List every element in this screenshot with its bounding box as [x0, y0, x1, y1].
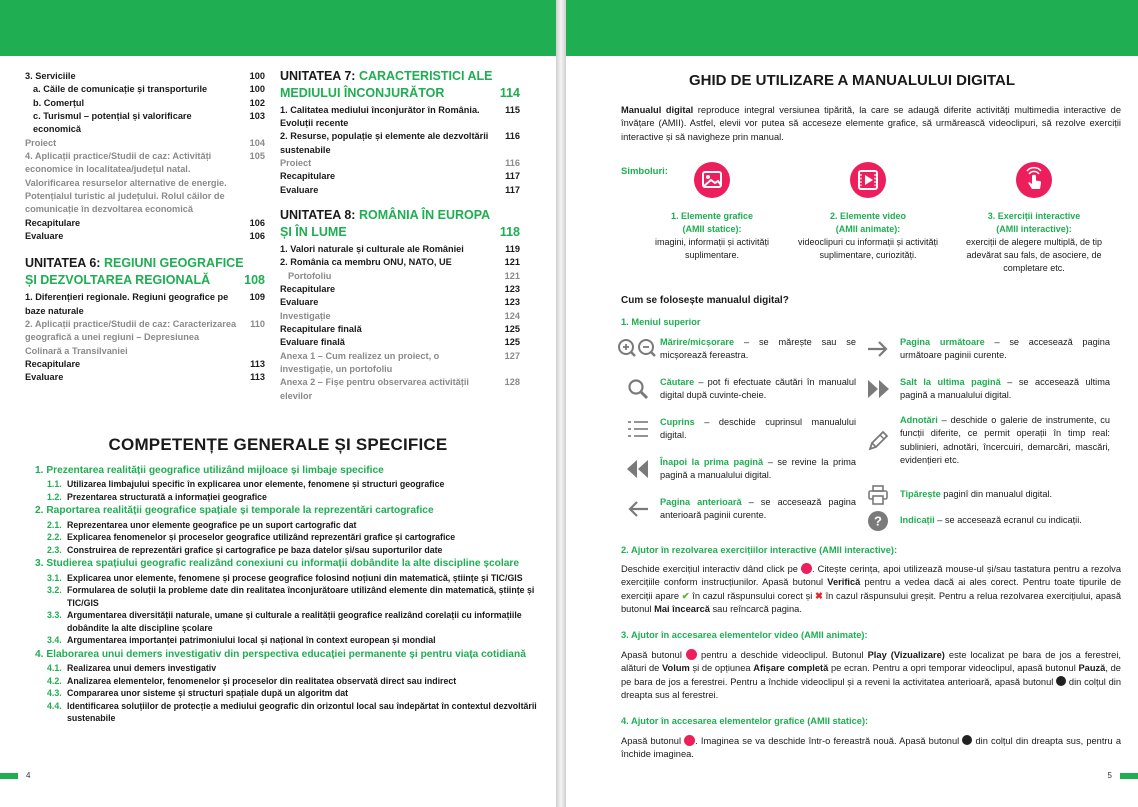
- toc-entry[interactable]: [280, 323, 520, 336]
- toc-entry-page: 125: [504, 323, 520, 334]
- symbol-interactive: 3. Exerciții interactive (AMII interactive): exerciții de alegere multiplă, de tip adevărat sau fals, de asociere, de completare etc.: [954, 162, 1114, 275]
- toc-entry-title: Recapitulare: [25, 358, 81, 369]
- competence-text: Analizarea elementelor, fenomenelor și proceselor din realitatea observată direct sau indirect: [67, 675, 457, 686]
- toc-entry[interactable]: [25, 291, 265, 318]
- arrow-left-icon[interactable]: [616, 494, 660, 524]
- unit-6-page: 108: [244, 273, 265, 288]
- right-footer: [1108, 771, 1138, 780]
- competence-code: 4.3.: [47, 688, 62, 699]
- touch-icon[interactable]: [1016, 162, 1052, 198]
- general-competence: 1. Prezentarea realității geografice utilizând mijloace și limbaje specifice: [35, 465, 384, 476]
- toc-entry-page: 106: [249, 217, 265, 228]
- toc-entry[interactable]: [280, 256, 520, 269]
- competence-text: Formularea de soluții la probleme date din realitatea înconjurătoare utilizând elemente din matematică, științe și TIC/GIS: [67, 585, 535, 608]
- toc-entry-title: Evaluare: [25, 372, 64, 383]
- competence-code: 1.2.: [47, 491, 62, 502]
- pencil-icon[interactable]: [856, 426, 900, 456]
- unit-8-page: 118: [499, 225, 520, 240]
- toc-entry-page: 113: [250, 372, 265, 383]
- toc-entry-page: 102: [249, 97, 265, 108]
- competence-text: Argumentarea diversității naturale, umane și culturale a realității geografice realizând corelații cu informațiile dobândite la alte discipline școlare: [67, 610, 522, 633]
- competence-text: Explicarea fenomenelor și proceselor geografice utilizând reprezentări grafice și cartografice: [67, 532, 456, 543]
- competence-code: 4.1.: [47, 663, 62, 674]
- toc-entry-page: 121: [504, 270, 520, 281]
- competence-text: Realizarea unui demers investigativ: [67, 663, 217, 674]
- menu-next-page[interactable]: Pagina următoare – se accesează pagina următoare paginii curente.: [856, 334, 1110, 364]
- toc-entry-page: 100: [249, 71, 265, 81]
- image-icon[interactable]: [694, 162, 730, 198]
- toc-entry[interactable]: [280, 184, 520, 197]
- menu-help[interactable]: ? Indicații – se accesează ecranul cu indicații.: [856, 506, 1110, 536]
- toc-entry-title: 1. Diferențieri regionale. Regiuni geografice pe baze naturale: [25, 292, 229, 316]
- competence-code: 2.2.: [47, 532, 62, 543]
- svg-text:?: ?: [874, 513, 882, 529]
- toc-entry[interactable]: [280, 296, 520, 309]
- menu-annotations[interactable]: Adnotări – deschide o galerie de instrumente, cu funcții diferite, ce permit operații în timp real: sublinieri, adnotări, încercuiri, demarcări, mascări, evidențieri etc.: [856, 414, 1110, 467]
- specific-competence: [35, 478, 540, 490]
- how-to-title: Cum se folosește manualul digital?: [621, 295, 789, 306]
- toc-entry[interactable]: [25, 110, 265, 137]
- page-number: 4: [26, 771, 31, 780]
- menu-contents[interactable]: Cuprins – deschide cuprinsul manualului digital.: [616, 414, 856, 444]
- toc-entry-title: Evaluare finală: [280, 337, 345, 348]
- arrow-right-icon[interactable]: [856, 334, 900, 364]
- last-page-icon[interactable]: [856, 374, 900, 404]
- toc-entry-title: Recapitulare: [25, 217, 81, 228]
- close-icon[interactable]: [962, 735, 972, 745]
- toc-entry[interactable]: [25, 70, 265, 83]
- toc-entry-page: 100: [249, 84, 265, 95]
- left-footer: [0, 771, 30, 780]
- search-icon[interactable]: [616, 374, 660, 404]
- toc-entry-title: Proiect: [280, 158, 312, 169]
- symbol-video: 2. Elemente video (AMII animate): videoclipuri cu informații și activități suplimentare, curiozități.: [788, 162, 948, 262]
- toc-entry-title: 2. Aplicații practice/Studii de caz: Caracterizarea geografică a unei regiuni – Depresiunea Colinară a Transilvaniei: [25, 318, 237, 356]
- help-icon[interactable]: [856, 506, 900, 536]
- specific-competence: [35, 572, 540, 584]
- section-2-title: 2. Ajutor în rezolvarea exercițiilor interactive (AMII interactive):: [621, 545, 898, 555]
- general-competence: 3. Studierea spațiului geografic realizând conexiuni cu informații dobândite la alte discipline școlare: [35, 558, 520, 570]
- competence-code: 2.3.: [47, 544, 62, 555]
- toc-entry[interactable]: [25, 230, 265, 243]
- toc-entry-title: 3. Serviciile: [25, 71, 76, 81]
- toc-entry-page: 125: [504, 337, 520, 348]
- competence-text: Explicarea unor elemente, fenomene și procese geografice folosind noțiuni din matematică, științe și TIC/GIS: [67, 572, 523, 583]
- toc-entry-page: 109: [249, 292, 265, 303]
- specific-competence: [35, 584, 540, 609]
- toc-entry[interactable]: [25, 150, 265, 217]
- specific-competence: [35, 531, 540, 543]
- toc-entry[interactable]: [25, 137, 265, 150]
- check-icon: ✔: [681, 590, 690, 601]
- toc-entry-title: Investigație: [280, 310, 331, 321]
- competence-text: Compararea unor sisteme și structuri spațiale după un algoritm dat: [67, 688, 349, 699]
- menu-zoom[interactable]: Mărire/micșorare – se mărește sau se micșorează fereastra.: [616, 334, 856, 364]
- right-page: [566, 0, 1138, 807]
- cross-icon: ✖: [815, 590, 823, 601]
- toc-entry-page: 106: [249, 231, 265, 242]
- toc-entry-title: Recapitulare: [280, 171, 336, 182]
- section-2-text: Deschide exercițiul interactiv dând click pe . Citește cerința, apoi utilizează mouse-ul și/sau tastatura pentru a rezolva exercițiile conform instrucțiunilor. Apasă butonul Verifică pentru a vedea dacă ai ales corect. Pentru toate tipurile de exerciții apare ✔ în cazul răspunsului corect și ✖ în cazul răspunsului greșit. Pentru a relua rezolvarea exercițiului, apasă butonul Mai încearcă sau reîncarcă pagina.: [621, 564, 1122, 615]
- toc-entry-title: 1. Valori naturale și culturale ale României: [280, 243, 464, 254]
- menu-title: 1. Meniul superior: [621, 317, 701, 327]
- unit-8-heading[interactable]: UNITATEA 8: ROMÂNIA ÎN EUROPA ȘI ÎN LUME 118: [280, 208, 520, 240]
- competence-code: 2.1.: [47, 519, 62, 530]
- toc-entry[interactable]: [280, 104, 520, 131]
- unit-7-page: 114: [499, 85, 520, 100]
- toc-entry-page: 117: [505, 171, 520, 182]
- toc-entry[interactable]: [25, 97, 265, 110]
- competence-code: 4.2.: [47, 675, 62, 686]
- close-icon[interactable]: [1056, 676, 1066, 686]
- specific-competence: [35, 519, 540, 531]
- toc-entry-title: b. Comerțul: [33, 97, 85, 108]
- toc-entry[interactable]: [280, 130, 520, 157]
- toc-entry[interactable]: [280, 270, 520, 283]
- section-3-text: Apasă butonul pentru a deschide videoclipul. Butonul Play (Vizualizare) este localizat pe bara de jos a ferestrei, alături de Volum și de opțiunea Afișare completă pe ecran. Pentru a opri temporar videoclipul, apasă butonul Pauză, de pe bara de jos a ferestrei. Pentru a închide videoclipul și a reveni la activitatea anterioară, apasă butonul din colțul din dreapta sus al ferestrei.: [621, 650, 1121, 701]
- toc-entry[interactable]: [25, 371, 265, 384]
- toc-entry-page: 124: [504, 310, 520, 321]
- specific-competence: [35, 662, 540, 674]
- header-band: [0, 0, 556, 56]
- toc-entry[interactable]: [25, 83, 265, 96]
- symbols-label: Simboluri:: [621, 166, 668, 177]
- competence-text: Argumentarea importanței patrimoniului local și național în context european și mondial: [67, 635, 436, 646]
- list-icon[interactable]: [616, 414, 660, 444]
- toc-entry-page: 128: [504, 377, 520, 388]
- toc-entry-title: 2. România ca membru ONU, NATO, UE: [280, 257, 452, 268]
- toc-entry-title: Recapitulare: [280, 283, 336, 294]
- toc-entry-title: 2. Resurse, populație și elemente ale dezvoltării sustenabile: [280, 131, 489, 155]
- toc-entry[interactable]: [280, 336, 520, 349]
- left-page: [0, 0, 556, 807]
- video-icon[interactable]: [850, 162, 886, 198]
- toc-entry-page: 113: [250, 358, 265, 369]
- footer-bar: [1120, 773, 1138, 779]
- toc-entry-title: Evaluare: [25, 231, 64, 242]
- competence-code: 3.1.: [47, 572, 62, 583]
- specific-competence: [35, 609, 540, 634]
- toc-entry-page: 123: [504, 297, 520, 308]
- competence-text: Identificarea soluțiilor de protecție a mediului geografic din orizontul local sau îndepărtat în contextul dezvoltării sustenabile: [67, 700, 537, 724]
- toc-entry[interactable]: [25, 358, 265, 371]
- touch-icon[interactable]: [801, 563, 812, 574]
- toc-column-1: [25, 70, 265, 385]
- page-number: 5: [1107, 771, 1112, 780]
- toc-entry-page: 127: [504, 350, 520, 361]
- competence-text: Construirea de reprezentări grafice și cartografice pe baza datelor și/sau suporturilor date: [67, 544, 443, 555]
- unit-6-heading[interactable]: UNITATEA 6: REGIUNI GEOGRAFICE ȘI DEZVOLTAREA REGIONALĂ 108: [25, 256, 265, 288]
- toc-entry[interactable]: [25, 217, 265, 230]
- footer-bar: [0, 773, 18, 779]
- specific-competence: [35, 687, 540, 699]
- competence-code: 3.4.: [47, 635, 62, 646]
- toc-entry-page: 103: [249, 111, 265, 122]
- symbol-graphics: 1. Elemente grafice (AMII statice): imagini, informații și activități suplimentare.: [632, 162, 792, 262]
- toc-entry-title: Evaluare: [280, 297, 319, 308]
- competence-text: Reprezentarea unor elemente geografice pe un suport cartografic dat: [67, 519, 357, 530]
- specific-competence: [35, 675, 540, 687]
- guide-title: GHID DE UTILIZARE A MANUALULUI DIGITAL: [688, 72, 1016, 89]
- toc-entry-page: 115: [505, 104, 520, 115]
- toc-entry-title: a. Căile de comunicație și transporturile: [33, 84, 208, 95]
- toc-entry[interactable]: [280, 376, 520, 403]
- section-3-title: 3. Ajutor în accesarea elementelor video (AMII animate):: [621, 630, 868, 640]
- competence-code: 4.4.: [47, 700, 62, 711]
- toc-entry-page: 117: [505, 184, 520, 195]
- competences-title: COMPETENȚE GENERALE ȘI SPECIFICE: [108, 435, 448, 454]
- specific-competence: [35, 700, 540, 725]
- intro-paragraph: Manualul digital reproduce integral versiunea tipărită, la care se adaugă diferite activități multimedia interactive de învățare (AMII). Astfel, elevii vor putea să acceseze elemente grafice, să urmărească videoclipuri, să rezolve exerciții interactive și să navigheze prin manual.: [621, 105, 1122, 142]
- toc-entry-title: c. Turismul – potențial și valorificare economică: [33, 111, 192, 135]
- toc-column-2: [280, 70, 520, 403]
- toc-entry[interactable]: [280, 283, 520, 296]
- menu-first-page[interactable]: Înapoi la prima pagină – se revine la prima pagină a manualului digital.: [616, 454, 856, 484]
- menu-last-page[interactable]: Salt la ultima pagină – se accesează ultima pagină a manualului digital.: [856, 374, 1110, 404]
- competence-code: 3.2.: [47, 585, 62, 596]
- competences-list: [35, 463, 540, 725]
- general-competence: 4. Elaborarea unui demers investigativ din perspectiva educației permanente și pentru viața cotidiană: [35, 648, 526, 660]
- book-gutter: [556, 0, 566, 807]
- toc-entry-title: 1. Calitatea mediului înconjurător în România. Evoluții recente: [280, 104, 480, 129]
- competence-code: 3.3.: [47, 610, 62, 621]
- toc-entry-page: 104: [249, 137, 265, 148]
- toc-entry[interactable]: [280, 243, 520, 256]
- toc-entry[interactable]: [280, 310, 520, 323]
- menu-search[interactable]: Căutare – pot fi efectuate căutări în manualul digital după cuvinte-cheie.: [616, 374, 856, 404]
- toc-entry-page: 121: [504, 257, 520, 268]
- toc-entry-page: 119: [505, 243, 520, 254]
- section-4-text: Apasă butonul . Imaginea se va deschide într-o fereastră nouă. Apasă butonul din colțul din dreapta sus, pentru a închide imaginea.: [621, 736, 1122, 760]
- competence-text: Prezentarea structurată a informației geografice: [67, 491, 267, 502]
- toc-entry-title: Anexa 2 – Fișe pentru observarea activității elevilor: [280, 377, 469, 401]
- specific-competence: [35, 491, 540, 503]
- header-band: [566, 0, 1138, 56]
- toc-entry-title: Portofoliu: [288, 270, 332, 281]
- toc-entry[interactable]: [280, 157, 520, 170]
- toc-entry-title: Recapitulare finală: [280, 323, 362, 334]
- competence-code: 1.1.: [47, 479, 62, 490]
- first-page-icon[interactable]: [616, 454, 660, 484]
- toc-entry-title: 4. Aplicații practice/Studii de caz: Activități economice în localitatea/județul natal. Valorificarea resurselor alternative de energie. Potențialul turistic al județului. Rolul căilor de comunicație în dezvoltarea economică: [25, 151, 227, 215]
- specific-competence: [35, 634, 540, 646]
- toc-entry-title: Anexa 1 – Cum realizez un proiect, o investigație, un portofoliu: [280, 350, 440, 374]
- toc-entry-page: 123: [504, 283, 520, 294]
- toc-entry-page: 116: [505, 131, 520, 142]
- zoom-icon[interactable]: [616, 334, 660, 364]
- toc-entry-title: Evaluare: [280, 184, 319, 195]
- toc-entry-page: 116: [505, 158, 520, 169]
- menu-previous-page[interactable]: Pagina anterioară – se accesează pagina anterioară paginii curente.: [616, 494, 856, 524]
- unit-7-heading[interactable]: UNITATEA 7: CARACTERISTICI ALE MEDIULUI ÎNCONJURĂTOR 114: [280, 69, 520, 100]
- toc-entry[interactable]: [280, 350, 520, 377]
- toc-entry-title: Proiect: [25, 137, 57, 148]
- section-4-title: 4. Ajutor în accesarea elementelor grafice (AMII statice):: [621, 716, 869, 726]
- competence-text: Utilizarea limbajului specific în explicarea unor elemente, fenomene și structuri geografice: [67, 479, 445, 490]
- general-competence: 2. Raportarea realității geografice spațiale și temporale la reprezentări cartografice: [35, 505, 434, 517]
- toc-entry-page: 105: [249, 151, 265, 162]
- toc-entry[interactable]: [25, 318, 265, 358]
- image-button-icon[interactable]: [684, 735, 695, 746]
- toc-entry-page: 110: [250, 318, 265, 329]
- menu-print[interactable]: Tipărește paginî din manualul digital.: [856, 480, 1110, 510]
- specific-competence: [35, 544, 540, 556]
- video-button-icon[interactable]: [686, 649, 697, 660]
- toc-entry[interactable]: [280, 170, 520, 183]
